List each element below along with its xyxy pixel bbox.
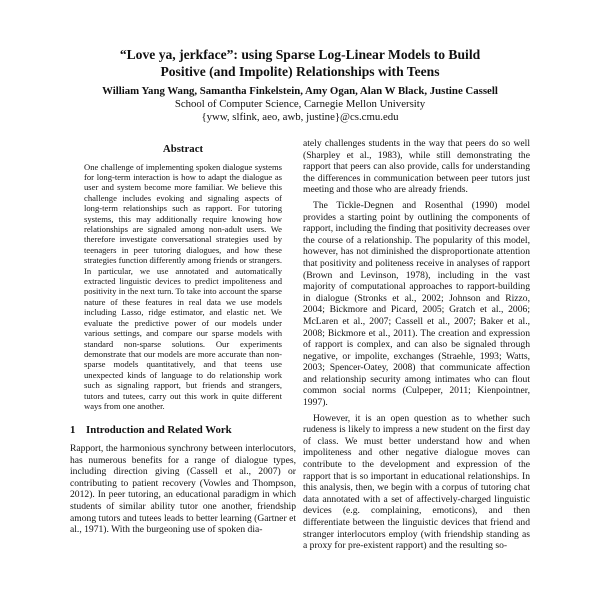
body-paragraph: The Tickle-Degnen and Rosenthal (1990) model provides a starting point by outlining the components of rapport, including the finding that positivity decreases over the course of a relationship. The popularity of this model, however, has not diminished the disproportionate attention that positivity and politeness receive in analyses of rapport (Brown and Levinson, 1978), including in the vast majority of computational approaches to rapport-building in dialogue (Stronks et al., 2002; Johnson and Rizzo, 2004; Bickmore and Picard, 2005; Gratch et al., 2006; McLaren et al., 2007; Cassell et al., 2007; Baker et al., 2008; Bickmore et al., 2011). The creation and expression of rapport is complex, and can also be signaled through negative, or impolite, exchanges (Straehle, 1993; Watts, 2003; Spencer-Oatey, 2008) that communicate affection and relationship security among intimates who can flout common social norms (Culpeper, 2011; Kienpointner, 1997).: [303, 199, 530, 409]
title-line-1: “Love ya, jerkface”: using Sparse Log-Linear Models to Build: [119, 47, 481, 62]
title-block: [0, 46, 600, 124]
section-number: 1: [70, 424, 76, 437]
paper-title: [0, 46, 600, 80]
left-column: [70, 142, 296, 536]
title-line-2: Positive (and Impolite) Relationships with Teens: [160, 64, 440, 79]
section-heading: [70, 425, 296, 437]
abstract-body: [70, 162, 296, 412]
body-paragraph: However, it is an open question as to whether such rudeness is likely to impress a new student on the first day of class. We must better understand how and when impoliteness and other negative dialogue moves can contribute to the development and expression of the rapport that is so important in educational relationships. In this analysis, then, we begin with a corpus of tutoring chat data annotated with a set of affectively-charged linguistic devices (e.g. complaining, emoticons), and then differentiate between the linguistic devices that friend and stranger interlocutors employ (with friendship standing as a proxy for pre-existent rapport) and the resulting so-: [303, 412, 530, 552]
abstract-heading: Abstract: [162, 143, 204, 155]
author-list: William Yang Wang, Samantha Finkelstein, Amy Ogan, Alan W Black, Justine Cassell: [102, 85, 498, 97]
abstract-paragraph: One challenge of implementing spoken dialogue systems for long-term interaction is how to adapt the dialogue as user and system become more familiar. We believe this challenge includes evoking and signaling aspects of long-term relationships such as rapport. For tutoring systems, this may additionally require knowing how relationships are signaled among non-adult users. We therefore investigate conversational strategies used by teenagers in peer tutoring dialogues, and how these strategies function differently among friends or strangers. In particular, we use annotated and automatically extracted linguistic devices to predict impoliteness and positivity in the next turn. To take into account the sparse nature of these features in real data we use models including Lasso, ridge estimator, and elastic net. We evaluate the predictive power of our models under various settings, and compare our sparse models with standard non-sparse solutions. Our experiments demonstrate that our models are more accurate than non-sparse models quantitatively, and that teens use unexpected kinds of language to do relationship work such as signaling rapport, but friends and strangers, tutors and tutees, carry out this work in quite different ways from one another.: [84, 161, 282, 411]
author-emails: {yww, slfink, aeo, awb, justine}@cs.cmu.edu: [201, 111, 399, 123]
right-column: [303, 138, 530, 552]
affiliation: School of Computer Science, Carnegie Mellon University: [174, 98, 426, 110]
body-paragraph: Rapport, the harmonious synchrony between interlocutors, has numerous benefits for a range of dialogue types, including direction giving (Cassell et al., 2007) or contributing to patient recovery (Vowles and Thompson, 2012). In peer tutoring, an educational paradigm in which students of similar ability tutor one another, friendship among tutors and tutees leads to better learning (Gartner et al., 1971). With the burgeoning use of spoken dia-: [70, 442, 296, 536]
body-paragraph: ately challenges students in the way that peers do so well (Sharpley et al., 1983), while still demonstrating the rapport that peers can also provide, calls for understanding the differences in communication between peer tutors just meeting and those who are already friends.: [303, 138, 530, 196]
section-title: Introduction and Related Work: [86, 424, 232, 437]
